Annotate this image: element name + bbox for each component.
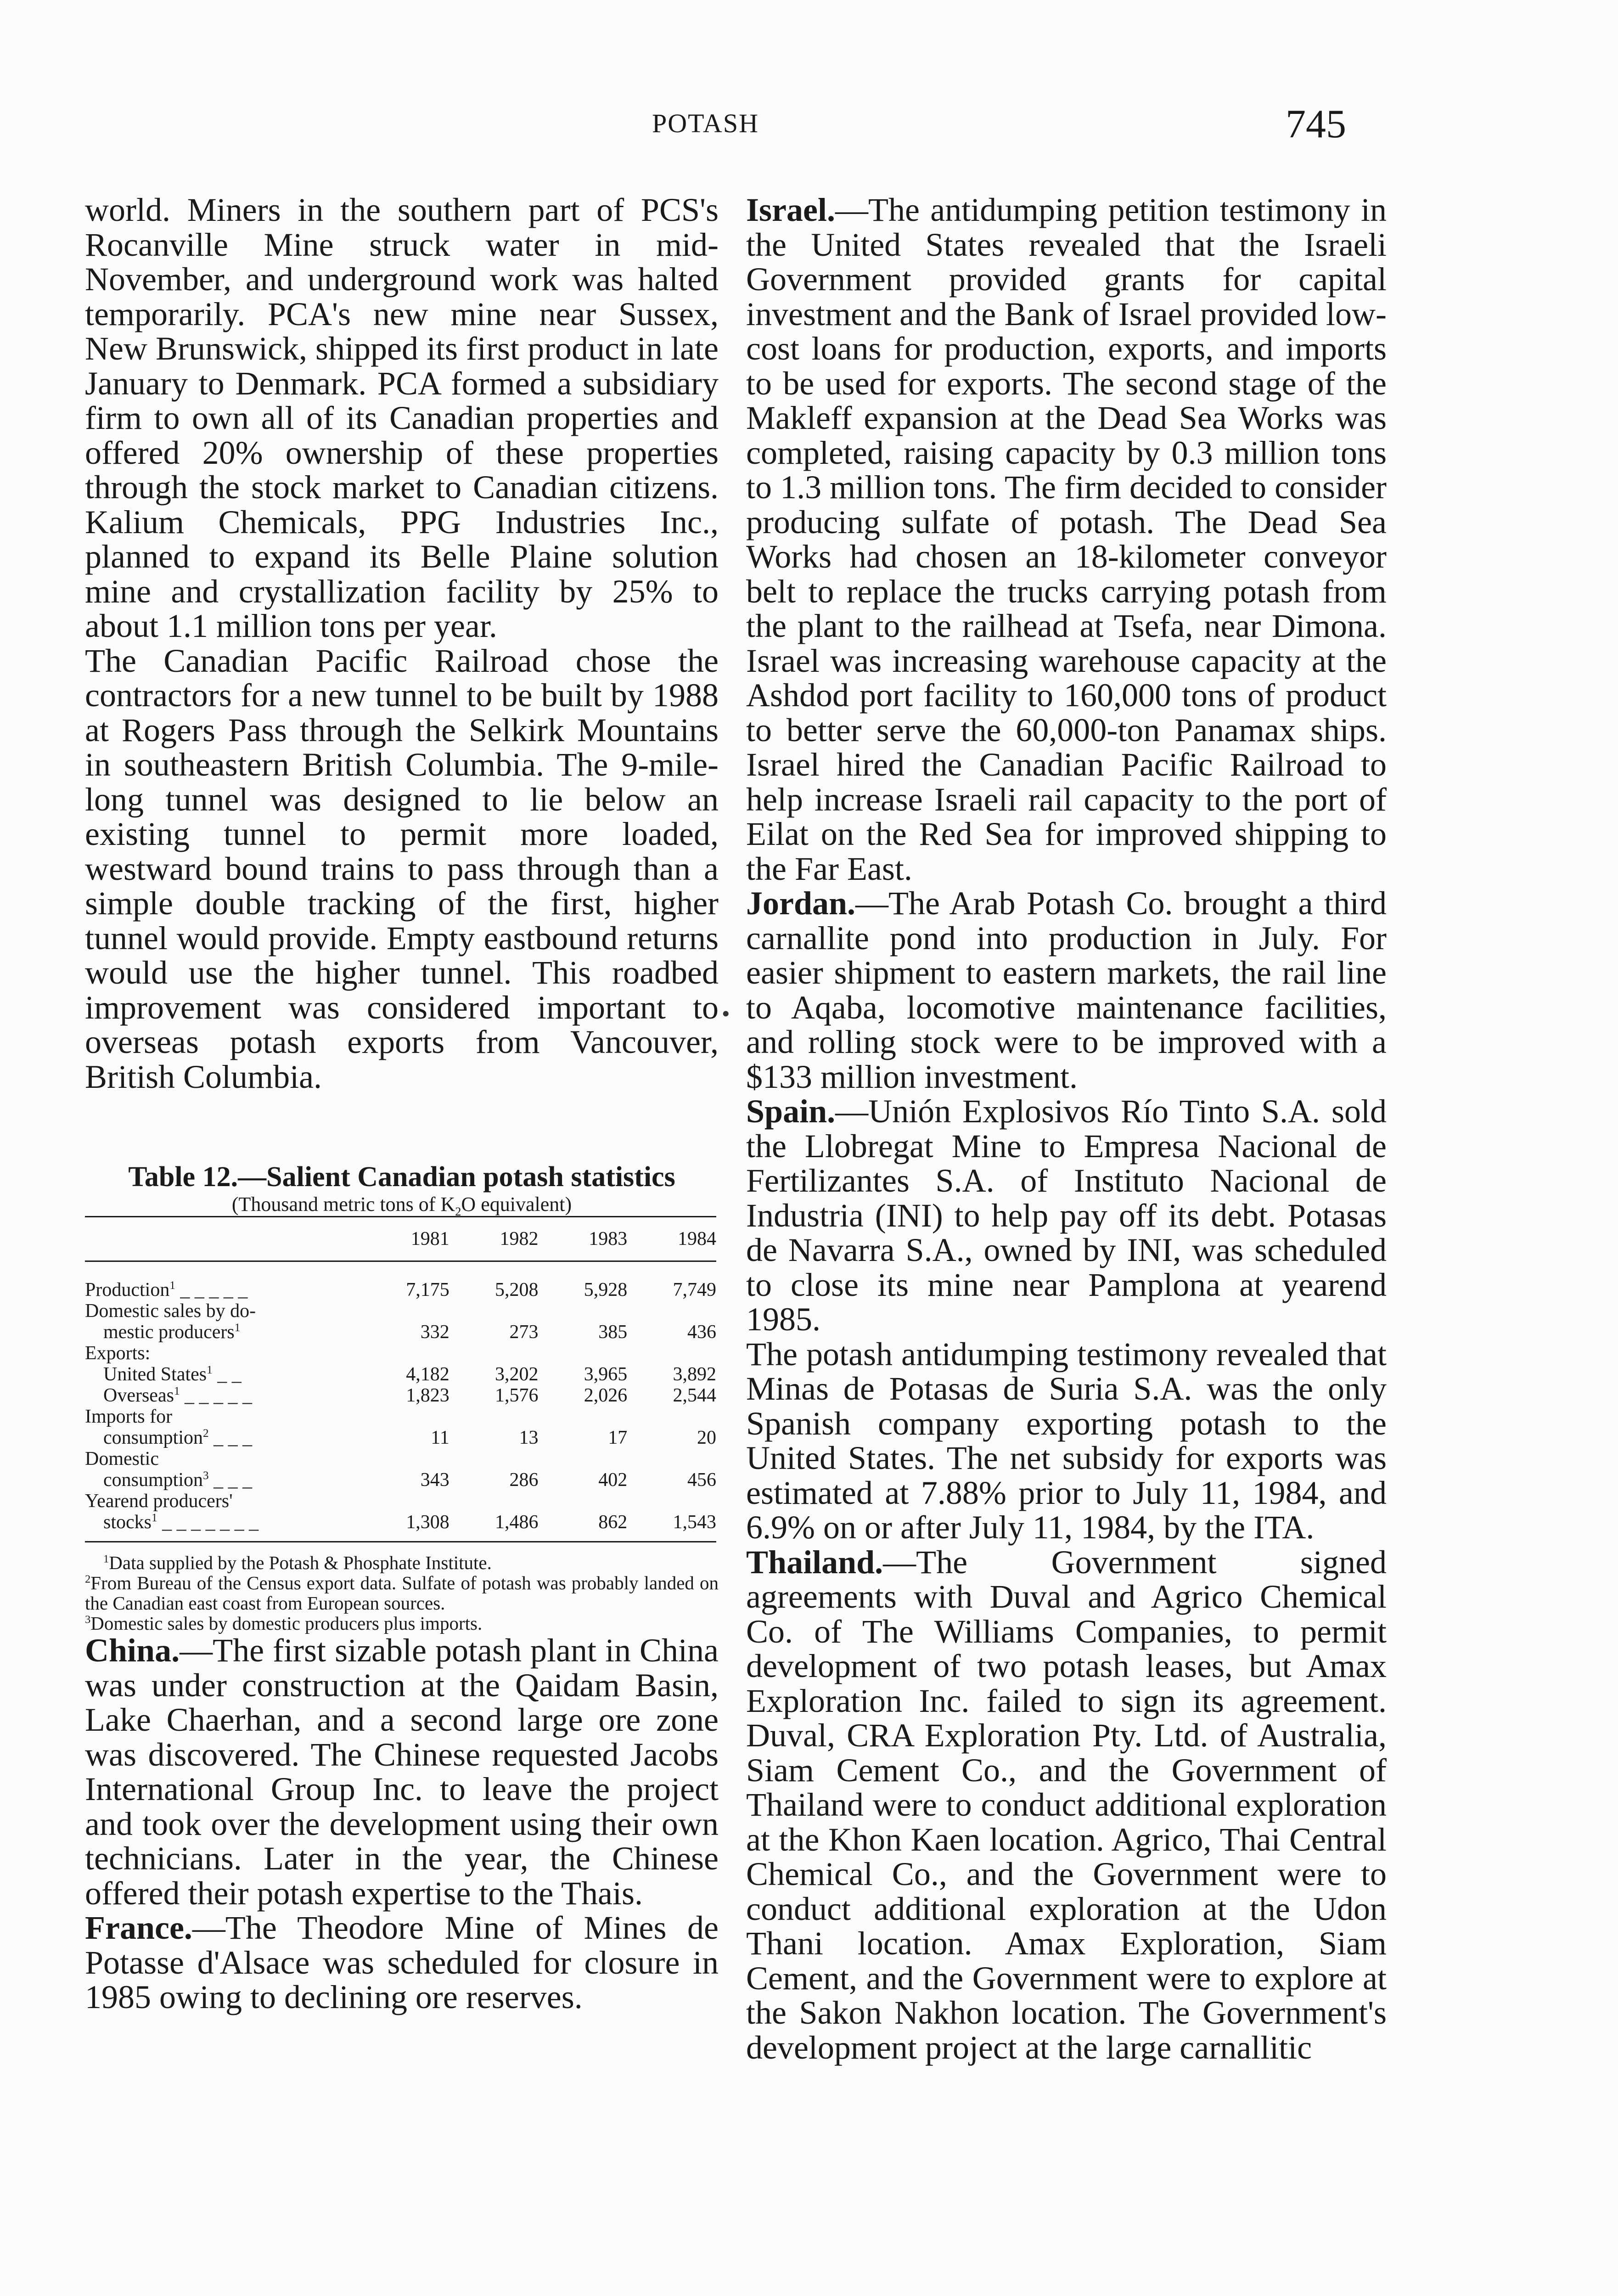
footnote-1: $^1$Data supplied by the Potash & Phosphate Institute. <box>103 1552 492 1573</box>
table-header-row <box>85 1217 716 1261</box>
table-cell: 17 <box>608 1427 628 1448</box>
footnote-3: $^3$Domestic sales by domestic producers plus imports. <box>85 1613 483 1634</box>
table-cell: 273 <box>509 1322 539 1343</box>
table-cell: 332 <box>420 1322 449 1343</box>
table-cell: 3,892 <box>673 1364 716 1385</box>
table-cell: 4,182 <box>406 1364 449 1385</box>
paragraph-thailand: Thailand.—The Government signed agreements with Duval and Agrico Chemical Co. of The Williams Companies, to permit development of two potash leases, but Amax Exploration Inc. failed to sign its agreement. Duval, CRA Exploration Pty. Ltd. of Australia, Siam Cement Co., and the Government of Thailand were to conduct additional exploration at the Khon Kaen location. Agrico, Thai Central Chemical Co., and the Government were to conduct additional exploration at the Udon Thani location. Amax Exploration, Siam Cement, and the Government were to explore at the Sakon Nakhon location. The Government's development project at the large carnallitic <box>746 1543 1387 2066</box>
table-row-domestic-sales: mestic producers$^1$ 332 273 385 436 <box>103 1322 716 1343</box>
table-cell: 3,965 <box>584 1364 628 1385</box>
table-cell: 7,175 <box>406 1279 449 1300</box>
paragraph-jordan: Jordan.—The Arab Potash Co. brought a third carnallite pond into production in July. For easier shipment to eastern markets, the rail line to Aqaba, locomotive maintenance facilities, and rolling stock were to be improved with a $133 million investment. <box>746 885 1387 1095</box>
table-row-domestic-consumption: consumption$^3$ _ _ _ 343 286 402 456 <box>103 1469 716 1491</box>
table-cell: 1,486 <box>449 1512 539 1542</box>
table-cell: 11 <box>431 1427 449 1448</box>
table-row-production: Production$^1$ _ _ _ _ _ 7,175 5,208 5,928 7,749 <box>85 1261 716 1301</box>
table-cell: 456 <box>687 1469 716 1491</box>
header-year: 1982 <box>449 1217 539 1261</box>
section-heading-china: China. <box>85 1632 180 1669</box>
table-cell: 1,823 <box>406 1385 449 1406</box>
table-12 <box>85 1161 719 1633</box>
table-row-label: Imports for <box>85 1406 173 1427</box>
section-heading-france: France. <box>85 1909 192 1946</box>
section-heading-spain: Spain. <box>746 1093 836 1130</box>
page-number: 745 <box>1286 102 1346 146</box>
table-cell: 2,026 <box>584 1385 628 1406</box>
table-row-label: Domestic <box>85 1448 159 1469</box>
paragraph-pcs-pca: world. Miners in the southern part of PCS's Rocanville Mine struck water in mid-November, and underground work was halted temporarily. PCA's new mine near Sussex, New Brunswick, shipped its first product in late January to Denmark. PCA formed a subsidiary firm to own all of its Canadian properties and offered 20% ownership of these properties through the stock market to Canadian citizens. Kalium Chemicals, PPG Industries Inc., planned to expand its Belle Plaine solution mine and crystallization facility by 25% to about 1.1 million tons per year. <box>85 191 719 644</box>
left-column <box>85 193 719 2015</box>
section-heading-thailand: Thailand. <box>746 1543 883 1581</box>
table-cell: 1,576 <box>495 1385 539 1406</box>
table-row-overseas: Overseas$^1$ _ _ _ _ _ 1,823 1,576 2,026 2,544 <box>103 1385 716 1406</box>
table-row-united-states: United States$^1$ _ _ 4,182 3,202 3,965 3,892 <box>103 1364 716 1385</box>
table-cell: 343 <box>420 1469 449 1491</box>
table-cell: 1,308 <box>360 1512 449 1542</box>
table-subtitle: (Thousand metric tons of $K_2O$ equivalent) <box>231 1193 572 1218</box>
header-year: 1984 <box>627 1217 716 1261</box>
running-head: POTASH <box>652 108 759 138</box>
salient-statistics-table <box>85 1216 716 1542</box>
right-column <box>746 193 1387 2065</box>
table-row-imports: consumption$^2$ _ _ _ 11 13 17 20 <box>103 1427 716 1448</box>
section-heading-jordan: Jordan. <box>746 885 856 922</box>
paragraph-spain-antidumping: The potash antidumping testimony revealed that Minas de Potasas de Suria S.A. was the only Spanish company exporting potash to the United States. The net subsidy for exports was estimated at 7.88% prior to July 11, 1984, and 6.9% on or after July 11, 1984, by the ITA. <box>746 1335 1387 1546</box>
header-year: 1981 <box>360 1217 449 1261</box>
table-footnotes <box>85 1553 719 1633</box>
table-title: Table 12.—Salient Canadian potash statistics <box>128 1161 675 1193</box>
table-row-yearend-stocks: stocks$^1$ _ _ _ _ _ _ _ 1,308 1,486 862 1,543 <box>85 1512 716 1542</box>
table-cell: 13 <box>519 1427 539 1448</box>
table-cell: 1,543 <box>627 1512 716 1542</box>
table-cell: 7,749 <box>673 1279 716 1300</box>
paragraph-israel: Israel.—The antidumping petition testimony in the United States revealed that the Israeli Government provided grants for capital investment and the Bank of Israel provided low-cost loans for production, exports, and imports to be used for exports. The second stage of the Makleff expansion at the Dead Sea Works was completed, raising capacity by 0.3 million tons to 1.3 million tons. The firm decided to consider producing sulfate of potash. The Dead Sea Works had chosen an 18-kilometer conveyor belt to replace the trucks carrying potash from the plant to the railhead at Tsefa, near Dimona. Israel was increasing warehouse capacity at the Ashdod port facility to 160,000 tons of product to better serve the 60,000-ton Panamax ships. Israel hired the Canadian Pacific Railroad to help increase Israeli rail capacity to the port of Eilat on the Red Sea for improved shipping to the Far East. <box>746 191 1387 887</box>
section-heading-israel: Israel. <box>746 191 835 228</box>
table-cell: 3,202 <box>495 1364 539 1385</box>
footnote-2: $^2$From Bureau of the Census export data. Sulfate of potash was probably landed on the Canadian east coast from European sources. <box>85 1572 719 1614</box>
table-row-label: Yearend producers' <box>85 1491 233 1512</box>
paragraph-canadian-pacific: The Canadian Pacific Railroad chose the contractors for a new tunnel to be built by 1988 at Rogers Pass through the Selkirk Mountains in southeastern British Columbia. The 9-mile-long tunnel was designed to lie below an existing tunnel to permit more loaded, westward bound trains to pass through than a simple double tracking of the first, higher tunnel would provide. Empty eastbound returns would use the higher tunnel. This roadbed improvement was considered important to overseas potash exports from Vancouver, British Columbia. <box>85 642 719 1095</box>
table-cell: 385 <box>598 1322 628 1343</box>
header-stub <box>85 1217 360 1261</box>
table-cell: 436 <box>687 1322 716 1343</box>
table-cell: 5,208 <box>495 1279 539 1300</box>
paragraph-spain: Spain.—Unión Explosivos Río Tinto S.A. sold the Llobregat Mine to Empresa Nacional de Fertilizantes S.A. of Instituto Nacional de Industria (INI) to help pay off its debt. Potasas de Navarra S.A., owned by INI, was scheduled to close its mine near Pamplona at yearend 1985. <box>746 1093 1387 1338</box>
table-row-label: Domestic sales by do- <box>85 1300 256 1322</box>
table-cell: 20 <box>697 1427 716 1448</box>
paragraph-china: China.—The first sizable potash plant in China was under construction at the Qaidam Basin, Lake Chaerhan, and a second large ore zone was discovered. The Chinese requested Jacobs International Group Inc. to leave the project and took over the development using their own technicians. Later in the year, the Chinese offered their potash expertise to the Thais. <box>85 1632 719 1912</box>
margin-bullet-mark: • <box>722 1001 730 1026</box>
table-cell: 5,928 <box>584 1279 628 1300</box>
table-cell: 2,544 <box>673 1385 716 1406</box>
header-year: 1983 <box>539 1217 628 1261</box>
table-cell: 862 <box>539 1512 628 1542</box>
table-cell: 286 <box>509 1469 539 1491</box>
paragraph-france: France.—The Theodore Mine of Mines de Potasse d'Alsace was scheduled for closure in 1985 owing to declining ore reserves. <box>85 1909 719 2015</box>
table-row-label: Exports: <box>85 1343 151 1364</box>
table-cell: 402 <box>598 1469 628 1491</box>
